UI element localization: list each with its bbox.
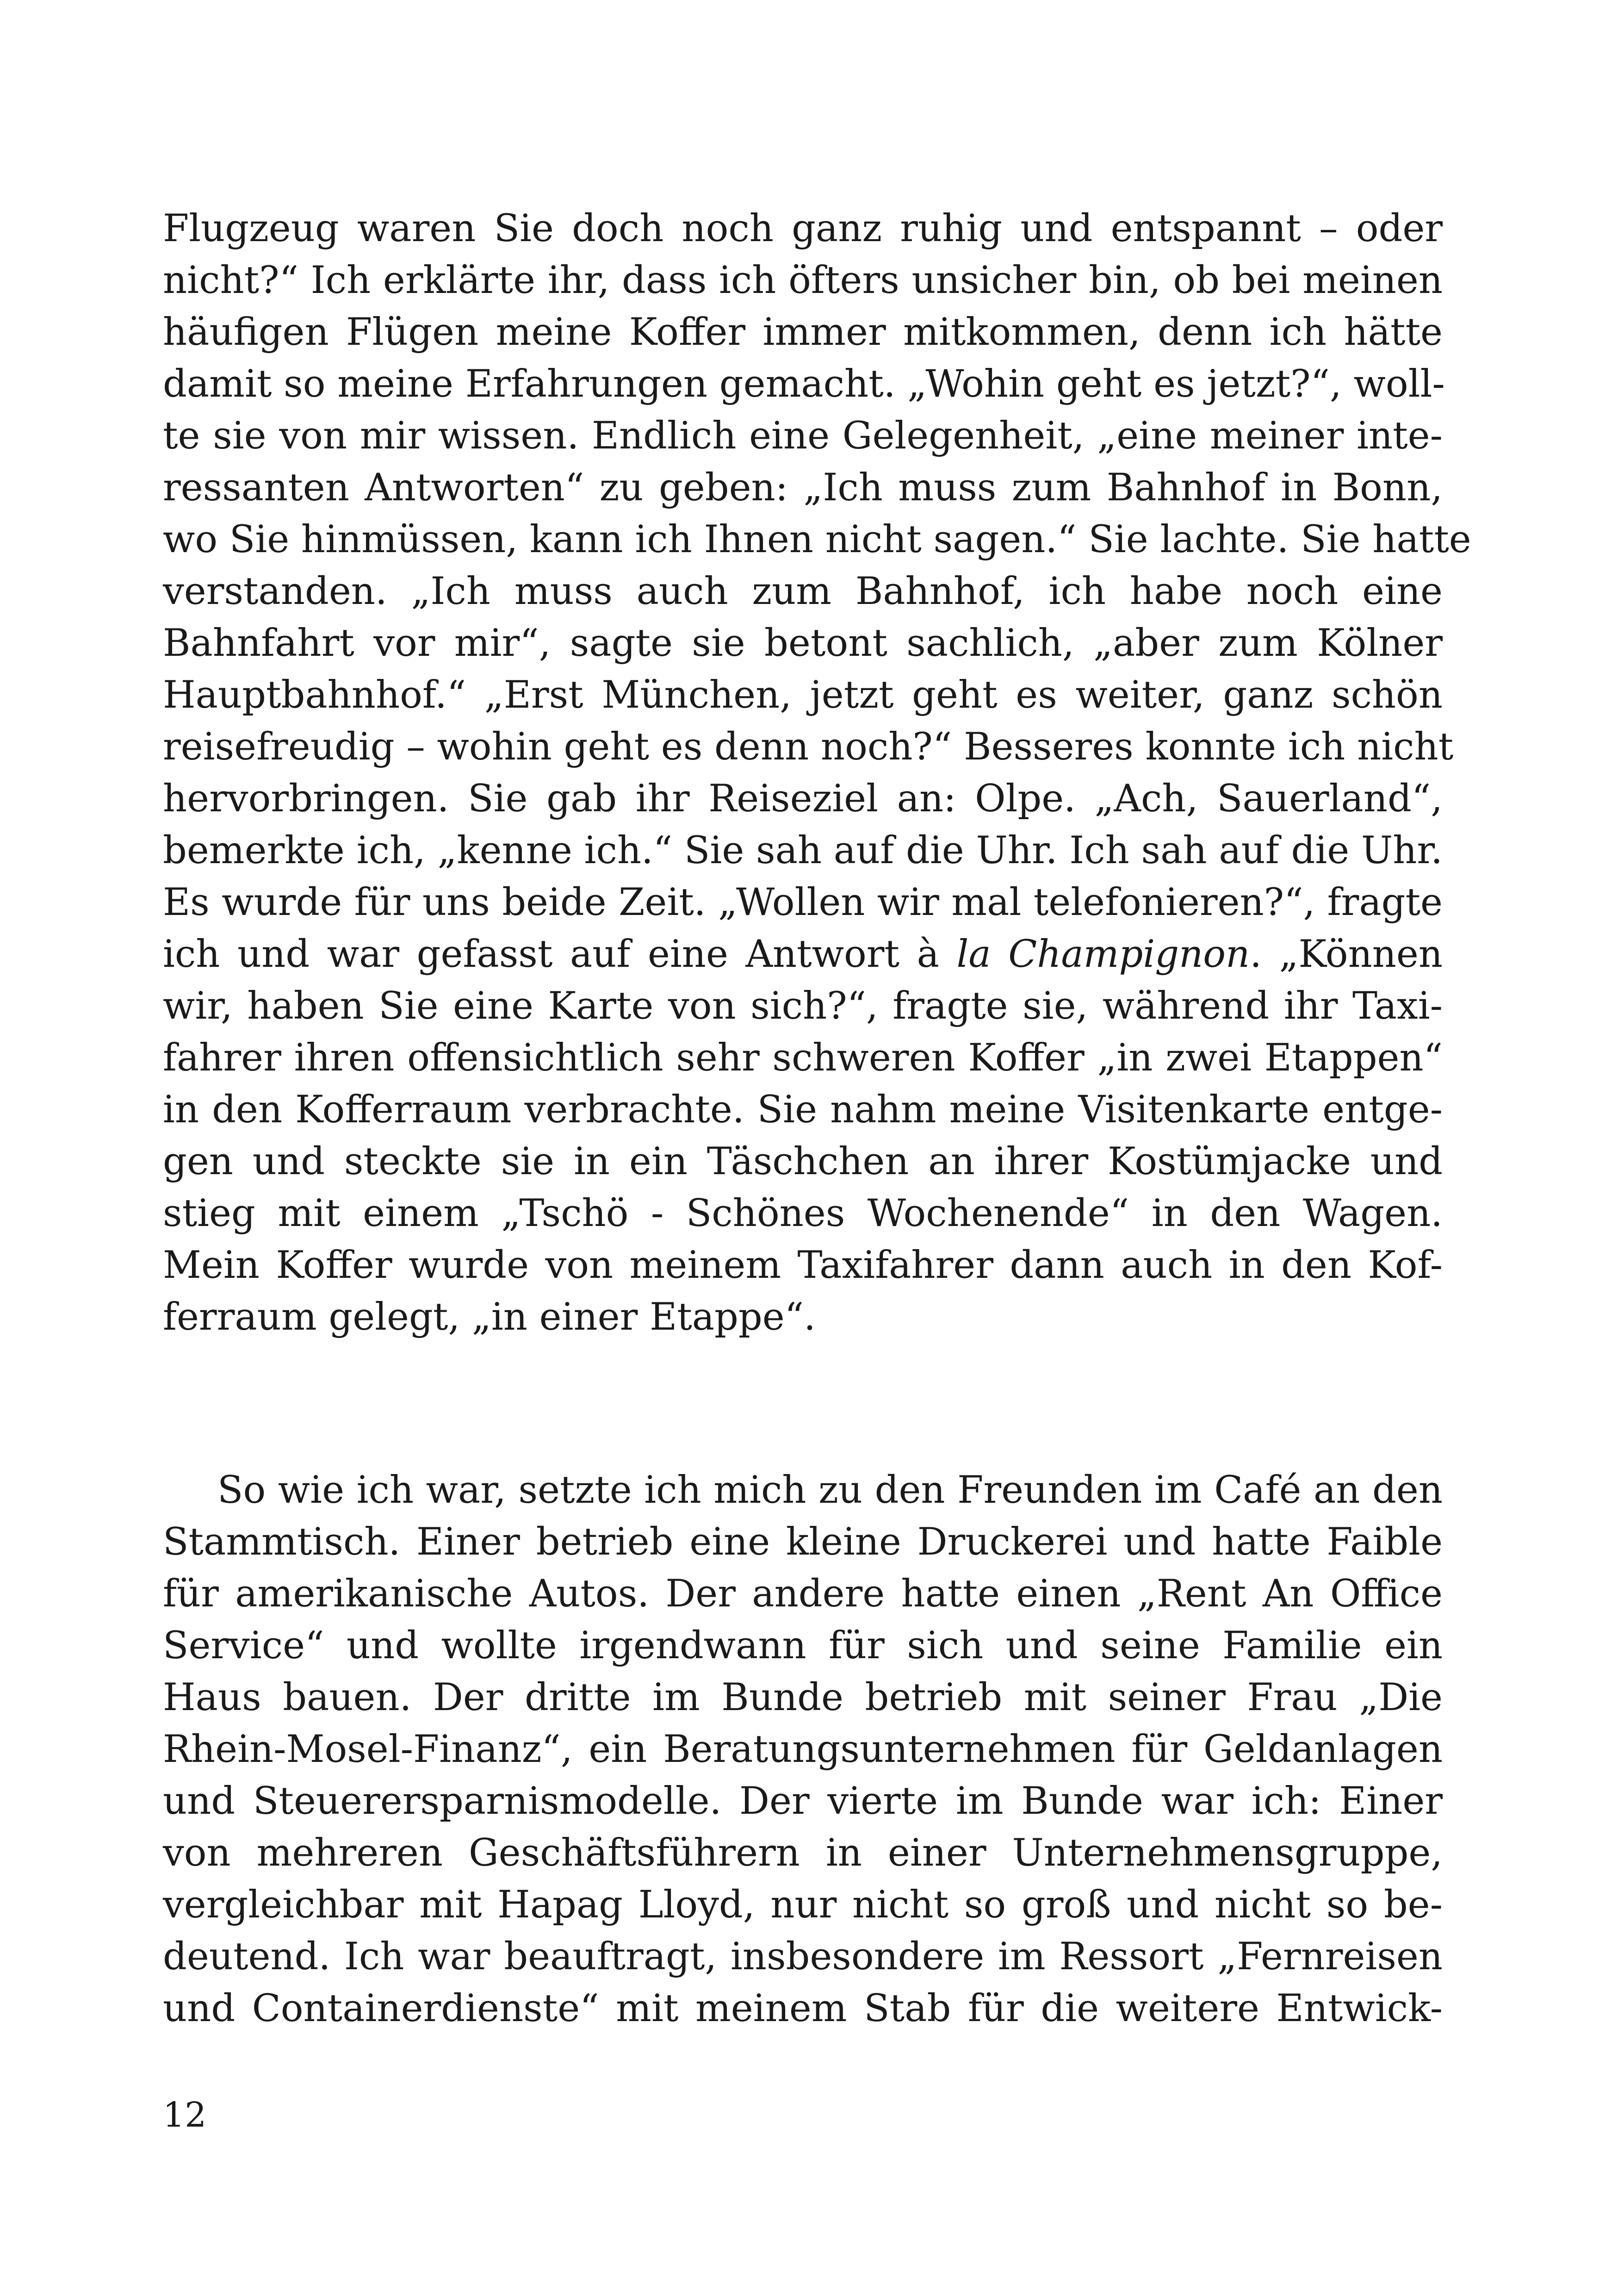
text-line: Rhein-Mosel-Finanz“, ein Beratungsunternehmen für Geldanlagen xyxy=(163,1728,1443,1771)
text-line: bemerkte ich, „kenne ich.“ Sie sah auf die Uhr. Ich sah auf die Uhr. xyxy=(163,829,1443,872)
text-fragment: ich und war gefasst auf eine Antwort à xyxy=(163,933,957,976)
text-line: in den Kofferraum verbrachte. Sie nahm meine Visitenkarte entge- xyxy=(163,1088,1443,1132)
text-line: wo Sie hinmüssen, kann ich Ihnen nicht sagen.“ Sie lachte. Sie hatte xyxy=(163,518,1471,561)
paragraph-1 xyxy=(163,203,1471,1343)
text-line: deutend. Ich war beauftragt, insbesondere im Ressort „Fernreisen xyxy=(163,1935,1443,1979)
italic-phrase: la Champignon xyxy=(956,933,1250,976)
text-line: Service“ und wollte irgendwann für sich und seine Familie ein xyxy=(163,1624,1443,1668)
text-line: ferraum gelegt, „in einer Etappe“. xyxy=(163,1295,816,1339)
text-line: vergleichbar mit Hapag Lloyd, nur nicht so groß und nicht so be- xyxy=(163,1883,1443,1927)
paragraph-2 xyxy=(163,1464,1443,2035)
text-line: fahrer ihren offensichtlich sehr schweren Koffer „in zwei Etappen“ xyxy=(163,1036,1443,1080)
text-line: nicht?“ Ich erklärte ihr, dass ich öfters unsicher bin, ob bei meinen xyxy=(163,259,1443,302)
text-line: häufigen Flügen meine Koffer immer mitkommen, denn ich hätte xyxy=(163,311,1443,354)
text-fragment: . „Können xyxy=(1250,933,1443,976)
text-line: damit so meine Erfahrungen gemacht. „Wohin geht es jetzt?“, woll- xyxy=(163,362,1445,406)
text-line-with-italic xyxy=(163,928,1443,980)
text-line: gen und steckte sie in ein Täschchen an ihrer Kostümjacke und xyxy=(163,1140,1443,1183)
text-line: hervorbringen. Sie gab ihr Reiseziel an: Olpe. „Ach, Sauerland“, xyxy=(163,777,1443,821)
text-line: Mein Koffer wurde von meinem Taxifahrer dann auch in den Kof- xyxy=(163,1244,1443,1287)
text-line: reisefreudig – wohin geht es denn noch?“ Besseres konnte ich nicht xyxy=(163,725,1454,769)
page-number: 12 xyxy=(163,2095,207,2135)
text-line: Haus bauen. Der dritte im Bunde betrieb mit seiner Frau „Die xyxy=(163,1676,1443,1719)
text-line: stieg mit einem „Tschö - Schönes Wochenende“ in den Wagen. xyxy=(163,1192,1443,1235)
text-line: Hauptbahnhof.“ „Erst München, jetzt geht es weiter, ganz schön xyxy=(163,673,1443,717)
text-line: und Steuerersparnismodelle. Der vierte im Bunde war ich: Einer xyxy=(163,1780,1443,1823)
text-line: Flugzeug waren Sie doch noch ganz ruhig und entspannt – oder xyxy=(163,207,1443,250)
text-line: verstanden. „Ich muss auch zum Bahnhof, ich habe noch eine xyxy=(163,570,1443,613)
text-line: te sie von mir wissen. Endlich eine Gelegenheit, „eine meiner inte- xyxy=(163,414,1443,458)
text-line: Stammtisch. Einer betrieb eine kleine Druckerei und hatte Faible xyxy=(163,1520,1443,1564)
text-line: wir, haben Sie eine Karte von sich?“, fragte sie, während ihr Taxi- xyxy=(163,984,1443,1028)
text-line: von mehreren Geschäftsführern in einer Unternehmensgruppe, xyxy=(163,1831,1443,1875)
text-line: und Containerdienste“ mit meinem Stab für die weitere Entwick- xyxy=(163,1987,1443,2030)
text-line: Es wurde für uns beide Zeit. „Wollen wir mal telefonieren?“, fragte xyxy=(163,881,1443,924)
text-line: ressanten Antworten“ zu geben: „Ich muss zum Bahnhof in Bonn, xyxy=(163,466,1443,510)
text-line: So wie ich war, setzte ich mich zu den Freunden im Café an den xyxy=(217,1468,1443,1512)
text-line: Bahnfahrt vor mir“, sagte sie betont sachlich, „aber zum Kölner xyxy=(163,622,1443,665)
text-line: für amerikanische Autos. Der andere hatte einen „Rent An Office xyxy=(163,1572,1443,1616)
